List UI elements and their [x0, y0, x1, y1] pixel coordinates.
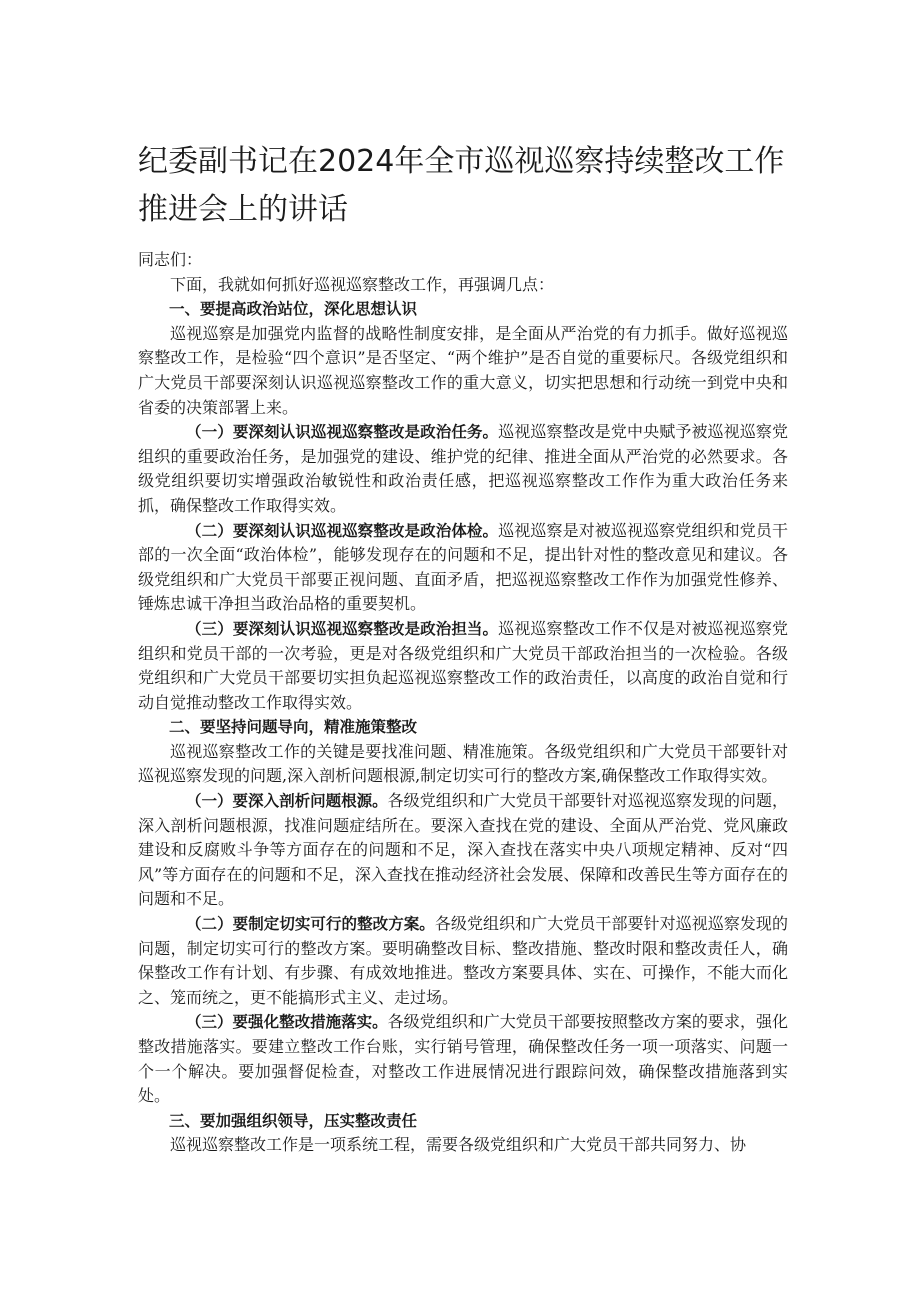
- point-paragraph: [138, 912, 788, 1010]
- section-heading: 二、要坚持问题导向，精准施策整改: [169, 718, 418, 737]
- point-text: 巡视巡察整改是党中央赋予被巡视巡察党组织的重要政治任务，是加强党的建设、维护党的纪律、推进全面从严治党的必然要求。各级党组织要切实增强政治敏锐性和政治责任感，把巡视巡察整改工作作为重大政治任务来抓，确保整改工作取得实效。: [138, 422, 788, 515]
- point-paragraph: [138, 420, 788, 518]
- section-paragraph: 巡视巡察整改工作的关键是要找准问题、精准施策。各级党组织和广大党员干部要针对巡视巡察发现的问题,深入剖析问题根源,制定切实可行的整改方案,确保整改工作取得实效。: [138, 741, 788, 786]
- point-paragraph: [138, 617, 788, 715]
- point-paragraph: [138, 519, 788, 617]
- section-heading: 三、要加强组织领导，压实整改责任: [169, 1111, 418, 1130]
- point-lead: （一）要深刻认识巡视巡察整改是政治任务。: [186, 423, 499, 442]
- point-lead: （一）要深入剖析问题根源。: [186, 792, 388, 811]
- point-text: 巡视巡察是对被巡视巡察党组织和党员干部的一次全面“政治体检”，能够发现存在的问题和不足，提出针对性的整改意见和建议。各级党组织和广大党员干部要正视问题、直面矛盾，把巡视巡察整改工作作为加强党性修养、锤炼忠诚干净担当政治品格的重要契机。: [138, 520, 788, 614]
- point-lead: （三）要深刻认识巡视巡察整改是政治担当。: [186, 619, 499, 638]
- section-paragraph: 巡视巡察是加强党内监督的战略性制度安排，是全面从严治党的有力抓手。做好巡视巡察整改工作，是检验“四个意识”是否坚定、“两个维护”是否自觉的重要标尺。各级党组织和广大党员干部要深刻认识巡视巡察整改工作的重大意义，切实把思想和行动统一到党中央和省委的决策部署上来。: [138, 323, 788, 417]
- section-heading: 一、要提高政治站位，深化思想认识: [169, 300, 418, 319]
- greeting: 同志们：: [138, 250, 203, 269]
- point-paragraph: [138, 1010, 788, 1108]
- document-title: 纪委副书记在2024年全市巡视巡察持续整改工作推进会上的讲话: [138, 144, 785, 227]
- section-paragraph: 巡视巡察整改工作是一项系统工程，需要各级党组织和广大党员干部共同努力、协: [170, 1135, 747, 1155]
- point-lead: （三）要强化整改措施落实。: [186, 1013, 388, 1032]
- point-text: 各级党组织和广大党员干部要按照整改方案的要求，强化整改措施落实。要建立整改工作台账，实行销号管理，确保整改任务一项一项落实、问题一个一个解决。要加强督促检查，对整改工作进展情况进行跟踪问效，确保整改措施落到实处。: [138, 1012, 788, 1106]
- point-text: 各级党组织和广大党员干部要针对巡视巡察发现的问题，深入剖析问题根源，找准问题症结所在。要深入查找在党的建设、全面从严治党、党风廉政建设和反腐败斗争等方面存在的问题和不足，深入查找在落实中央八项规定精神、反对“四风”等方面存在的问题和不足，深入查找在推动经济社会发展、保障和改善民生等方面存在的问题和不足。: [138, 791, 788, 909]
- point-text: 巡视巡察整改工作不仅是对被巡视巡察党组织和党员干部的一次考验，更是对各级党组织和广大党员干部政治担当的一次检验。各级党组织和广大党员干部要切实担负起巡视巡察整改工作的政治责任，以高度的政治自觉和行动自觉推动整改工作取得实效。: [138, 618, 788, 712]
- point-lead: （二）要深刻认识巡视巡察整改是政治体检。: [186, 521, 499, 540]
- point-text: 各级党组织和广大党员干部要针对巡视巡察发现的问题，制定切实可行的整改方案。要明确整改目标、整改措施、整改时限和整改责任人，确保整改工作有计划、有步骤、有成效地推进。整改方案要具体、实在、可操作，不能大而化之、笼而统之，更不能搞形式主义、走过场。: [138, 914, 788, 1007]
- point-lead: （二）要制定切实可行的整改方案。: [186, 915, 435, 934]
- point-paragraph: [138, 789, 788, 912]
- document-body: [138, 248, 788, 1158]
- intro-paragraph: 下面，我就如何抓好巡视巡察整改工作，再强调几点：: [170, 274, 555, 294]
